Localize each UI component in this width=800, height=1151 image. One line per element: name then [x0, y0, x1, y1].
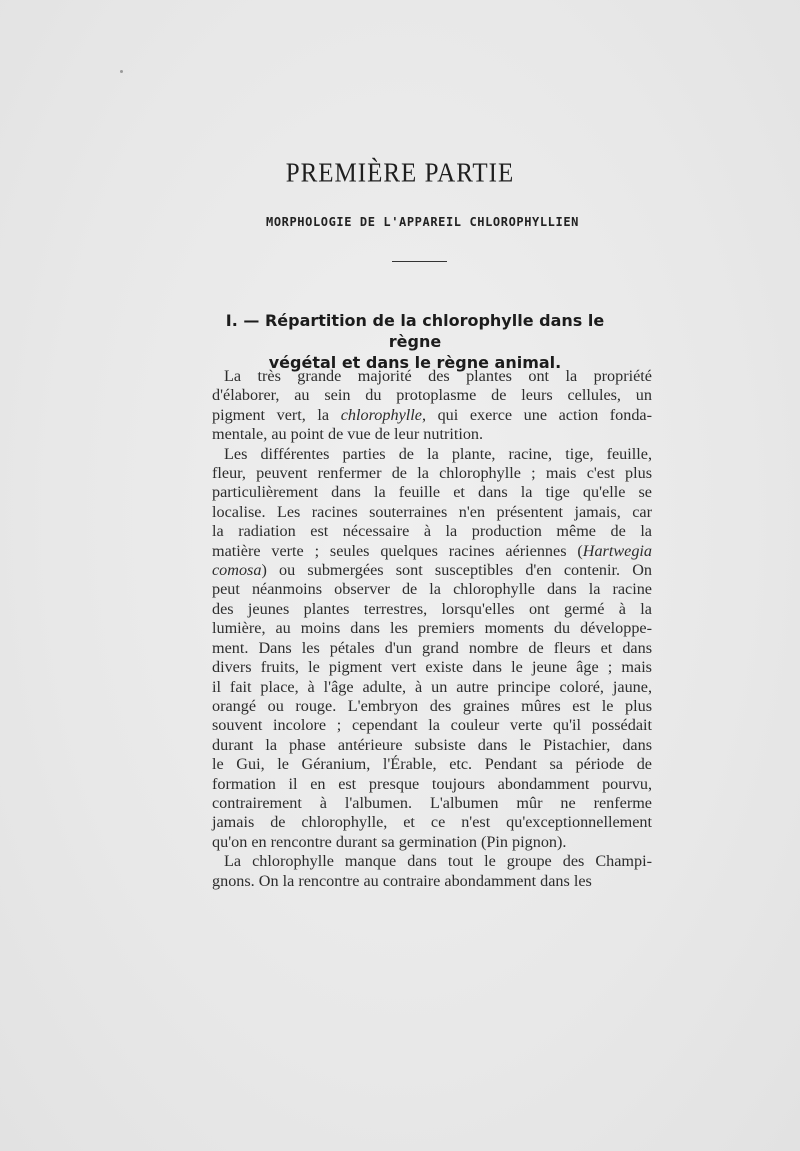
paragraph	[212, 367, 652, 445]
paragraph	[212, 852, 652, 891]
text-line: orangé ou rouge. L'embryon des graines mûres est le plus	[212, 696, 652, 715]
part-subtitle: MORPHOLOGIE DE L'APPAREIL CHLOROPHYLLIEN	[266, 215, 579, 229]
text-line: contrairement à l'albumen. L'albumen mûr ne renferme	[212, 793, 652, 812]
part-title: PREMIÈRE PARTIE	[285, 158, 515, 189]
text-line: il fait place, à l'âge adulte, à un autre principe coloré, jaune,	[212, 677, 652, 696]
text-line: matière verte ; seules quelques racines aériennes (Hartwegia	[212, 541, 652, 560]
section-heading-line-1: I. — Répartition de la chlorophylle dans le règne	[225, 311, 605, 351]
text-line: d'élaborer, au sein du protoplasme de leurs cellules, un	[212, 386, 652, 405]
text-line: le Gui, le Géranium, l'Érable, etc. Pendant sa période de	[212, 755, 652, 774]
text-line: lumière, au moins dans les premiers moments du développe-	[212, 619, 652, 638]
section-heading	[200, 310, 630, 373]
text-line: ment. Dans les pétales d'un grand nombre de fleurs et dans	[212, 638, 652, 657]
text-line: gnons. On la rencontre au contraire abondamment dans les	[212, 871, 592, 890]
text-line: jamais de chlorophylle, et ce n'est qu'exceptionnellement	[212, 813, 652, 832]
divider-rule	[392, 261, 447, 262]
text-line: fleur, peuvent renfermer de la chlorophylle ; mais c'est plus	[212, 464, 652, 483]
text-line: La très grande majorité des plantes ont la propriété	[224, 367, 652, 385]
text-line: durant la phase antérieure subsiste dans le Pistachier, dans	[212, 735, 652, 754]
text-line: des jeunes plantes terrestres, lorsqu'elles ont germé à la	[212, 599, 652, 618]
text-line: divers fruits, le pigment vert existe dans le jeune âge ; mais	[212, 658, 652, 677]
text-line: Les différentes parties de la plante, racine, tige, feuille,	[224, 444, 652, 463]
text-line: localise. Les racines souterraines n'en présentent jamais, car	[212, 502, 652, 521]
section-heading-line-2: végétal et dans le règne animal.	[268, 353, 562, 372]
text-line: pigment vert, la chlorophylle, qui exerce une action fonda-	[212, 405, 652, 424]
text-line: peut néanmoins observer de la chlorophylle dans la racine	[212, 580, 652, 599]
text-line: la radiation est nécessaire à la production même de la	[212, 522, 652, 541]
paper-speck	[120, 70, 123, 73]
text-line: comosa) ou submergées sont susceptibles d'en contenir. On	[212, 561, 652, 580]
body-text	[212, 367, 652, 891]
text-line: La chlorophylle manque dans tout le groupe des Champi-	[224, 852, 652, 871]
text-line: particulièrement dans la feuille et dans la tige qu'elle se	[212, 483, 652, 502]
text-line: formation il en est presque toujours abondamment pourvu,	[212, 774, 652, 793]
paragraph	[212, 445, 652, 853]
text-line: qu'on en rencontre durant sa germination (Pin pignon).	[212, 832, 567, 851]
text-line: mentale, au point de vue de leur nutrition.	[212, 425, 484, 444]
text-line: souvent incolore ; cependant la couleur verte qu'il possédait	[212, 716, 652, 735]
